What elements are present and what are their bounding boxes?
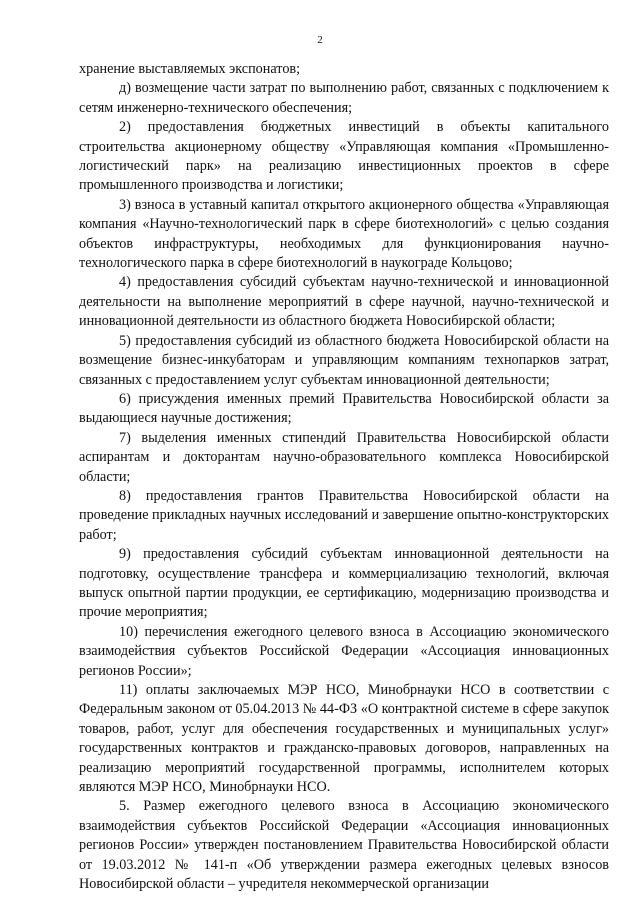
paragraph: 4) предоставления субсидий субъектам научно-технической и инновационной деятельности на выполнение мероприятий в сфере научной, научно-технической и инновационной деятельности из областного бюджета Новосибирской области; bbox=[79, 274, 609, 330]
page-number: 2 bbox=[317, 34, 323, 46]
paragraph: 2) предоставления бюджетных инвестиций в объекты капитального строительства акционерному обществу «Управляющая компания «Промышленно-логистический парк» на реализацию инвестиционных проектов в сфере промышленного производства и логистики; bbox=[79, 119, 609, 194]
paragraph: 11) оплаты заключаемых МЭР НСО, Минобрнауки НСО в соответствии с Федеральным законом от 05.04.2013 № 44-ФЗ «О контрактной системе в сфере закупок товаров, работ, услуг для обеспечения государственных и муниципальных услуг» государственных контрактов и гражданско-правовых договоров, направленных на реализацию мероприятий государственной программы, исполнителем которых являются МЭР НСО, Минобрнауки НСО. bbox=[79, 682, 609, 796]
paragraph: 8) предоставления грантов Правительства Новосибирской области на проведение прикладных научных исследований и завершение опытно-конструкторских работ; bbox=[79, 487, 610, 543]
paragraph: 10) перечисления ежегодного целевого взноса в Ассоциацию экономического взаимодействия субъектов Российской Федерации «Ассоциация инновационных регионов России»; bbox=[79, 623, 609, 679]
paragraph: 5. Размер ежегодного целевого взноса в Ассоциацию экономического взаимодействия субъектов Российской Федерации «Ассоциация инновационных регионов России» утвержден постановлением Правительства Новосибирской области от 19.03.2012 № 141-п «Об утверждении размера ежегодных целевых взносов Новосибирской области – учредителя некоммерческой организации bbox=[79, 798, 609, 893]
paragraph: 3) взноса в уставный капитал открытого акционерного общества «Управляющая компания «Научно-технологический парк в сфере биотехнологий» с целью создания объектов инфраструктуры, необходимых для функционирования научно-технологического парка в сфере биотехнологий в наукограде Кольцово; bbox=[79, 196, 609, 272]
paragraph: д) возмещение части затрат по выполнению работ, связанных с подключением к сетям инженерно-технического обеспечения; bbox=[79, 80, 609, 116]
paragraph: 9) предоставления субсидий субъектам инновационной деятельности на подготовку, осуществление трансфера и коммерциализацию технологий, включая выпуск опытной партии продукции, ее сертификацию, модернизацию производства и прочие мероприятия; bbox=[79, 546, 609, 621]
paragraph: 5) предоставления субсидий из областного бюджета Новосибирской области на возмещение бизнес-инкубаторам и управляющим компаниям технопарков затрат, связанных с предоставлением услуг субъектам инновационной деятельности; bbox=[79, 332, 609, 388]
paragraph: хранение выставляемых экспонатов; bbox=[79, 61, 301, 77]
paragraph: 6) присуждения именных премий Правительства Новосибирской области за выдающиеся научные достижения; bbox=[79, 390, 609, 427]
document-body bbox=[79, 60, 609, 894]
paragraph: 7) выделения именных стипендий Правительства Новосибирской области аспирантам и докторантам научно-образовательного комплекса Новосибирской области; bbox=[79, 429, 609, 485]
